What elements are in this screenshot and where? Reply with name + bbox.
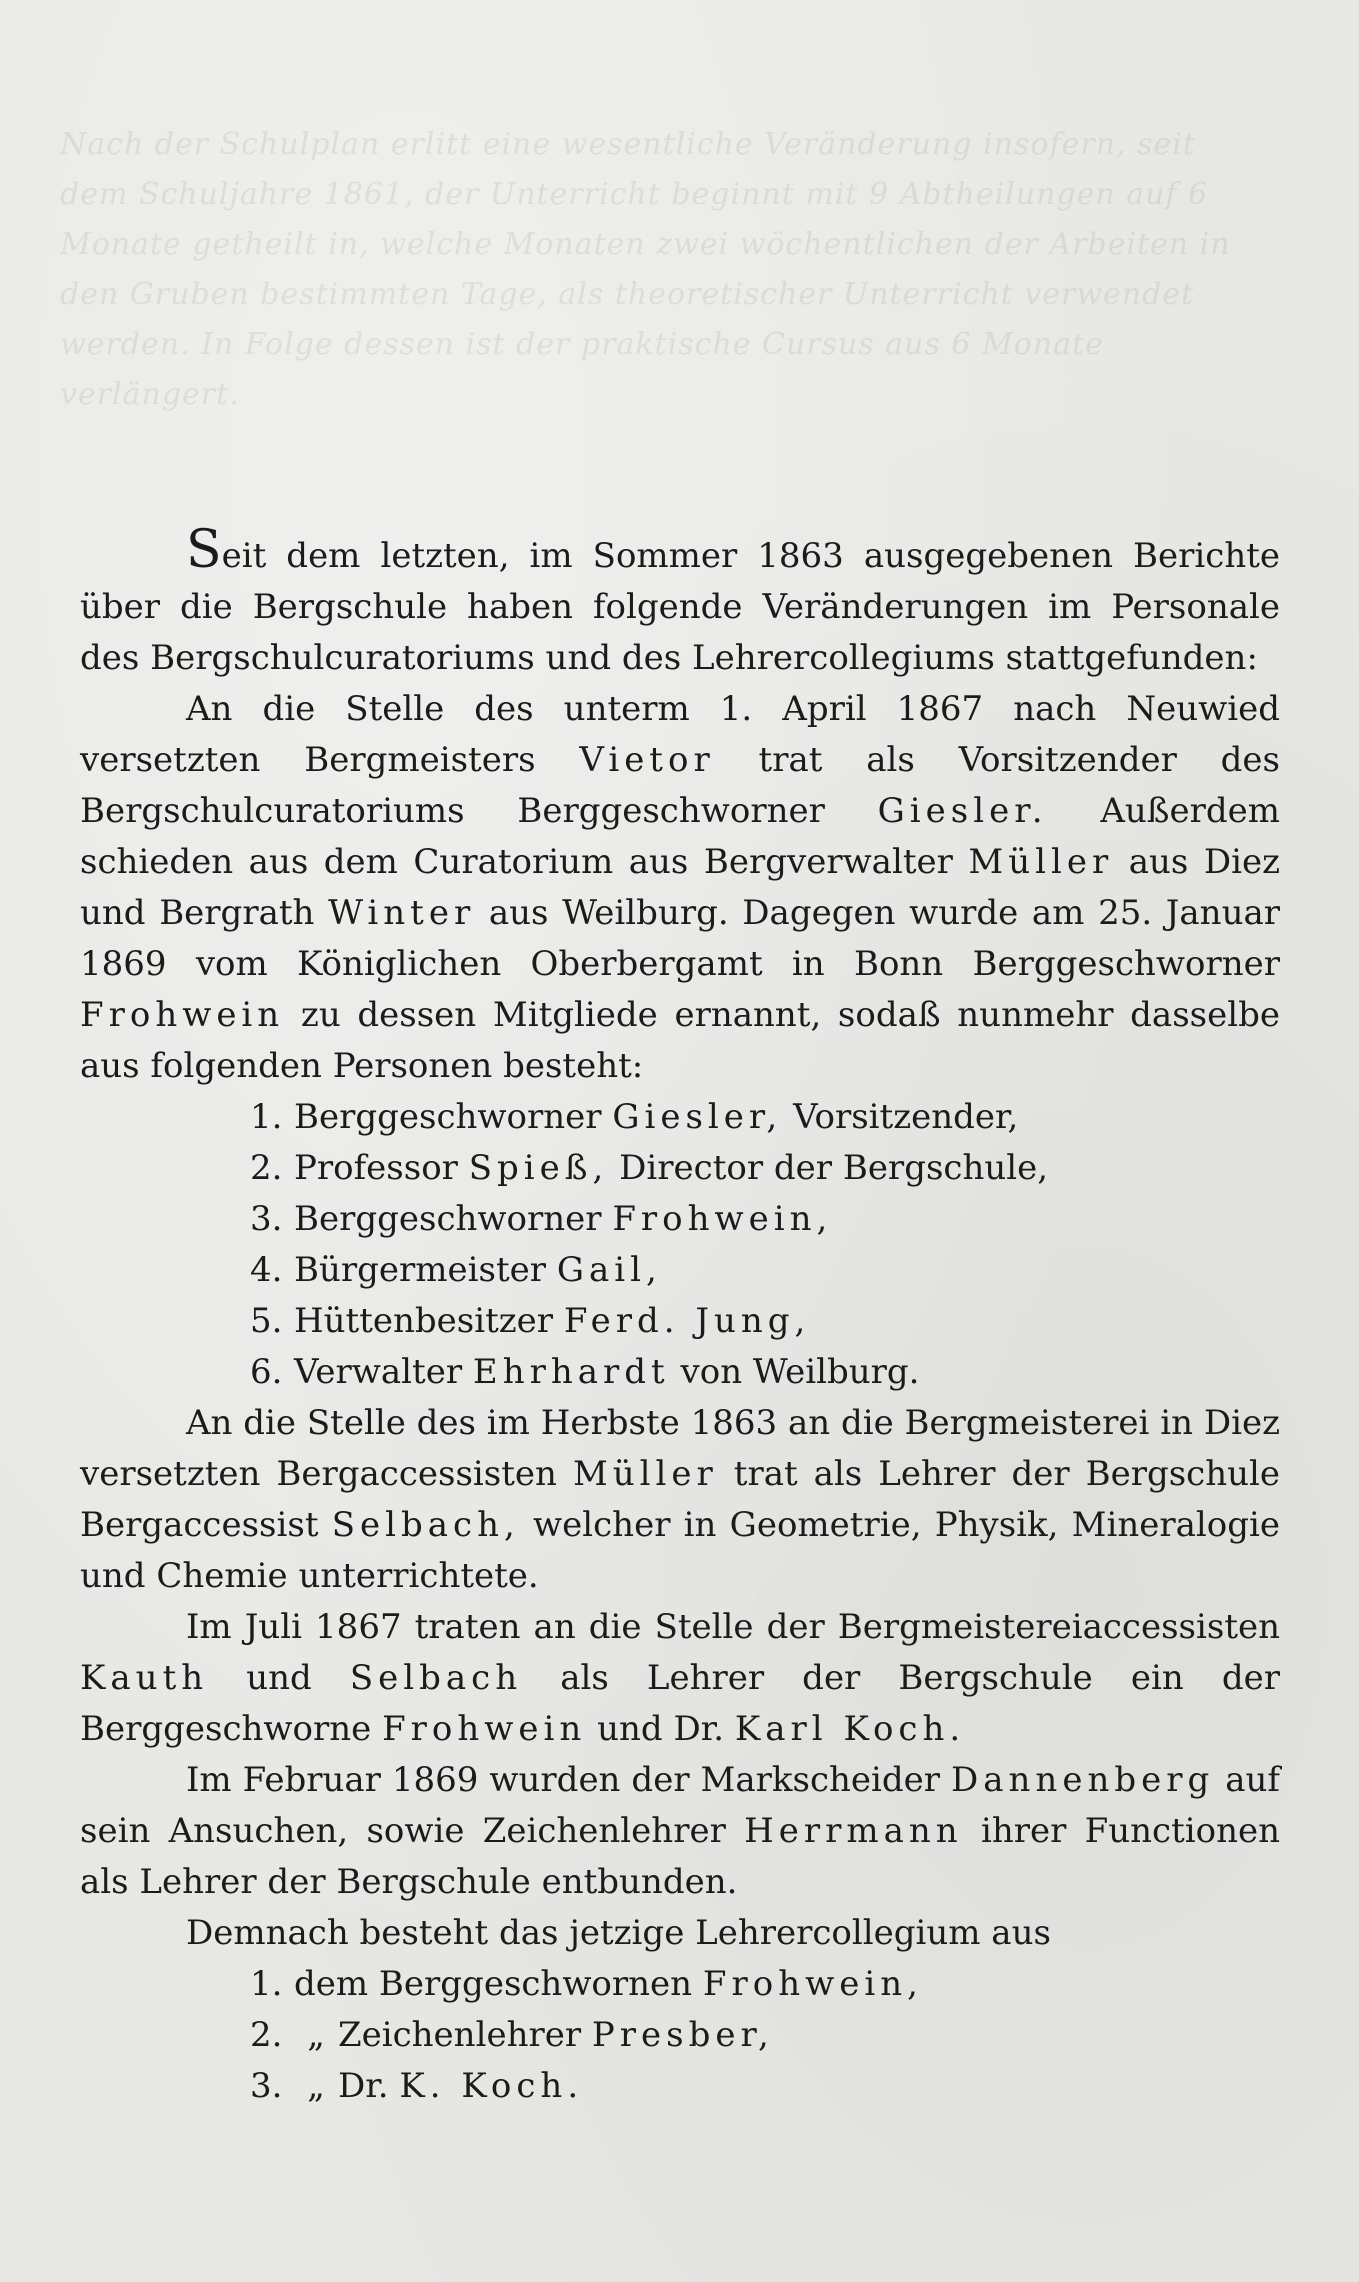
item-number: 5.: [250, 1301, 283, 1341]
item-role: Professor: [294, 1148, 458, 1188]
text-run: auf sein Ansuchen, sowie Zeichenlehrer: [80, 1760, 1280, 1851]
bleed-through-text: [60, 120, 1300, 420]
person-name: Spieß,: [468, 1148, 609, 1188]
person-name: Presber,: [591, 2015, 774, 2055]
list-item: [250, 1092, 1280, 1143]
list-item: [250, 1347, 1280, 1398]
item-note: Director der Bergschule,: [619, 1148, 1049, 1188]
paragraph-mueller: [80, 1398, 1280, 1602]
text-run: als Lehrer der Bergschule ein der Berggeschworne: [80, 1658, 1280, 1749]
text-run: Außerdem schieden aus dem Curatorium aus Bergverwalter: [80, 791, 1280, 882]
person-name: Ferd. Jung,: [563, 1301, 811, 1341]
text-run: Im Juli 1867 traten an die Stelle der Bergmeistereiaccessisten: [186, 1607, 1280, 1647]
item-number: 1.: [250, 1097, 283, 1137]
item-role: Hüttenbesitzer: [294, 1301, 554, 1341]
paragraph-february-1869: [80, 1755, 1280, 1908]
item-role: Dr.: [338, 2066, 389, 2106]
item-role: dem Berggeschwornen: [294, 1964, 693, 2004]
person-name: Giesler,: [612, 1097, 783, 1137]
text-run: An die Stelle des im Herbste 1863 an die Bergmeisterei in Diez versetzten Bergaccessisten: [80, 1403, 1280, 1494]
bleed-line: verlängert.: [60, 377, 240, 412]
item-number: 3.: [250, 1199, 283, 1239]
bleed-line: Monate getheilt in, welche Monaten zwei wöchentlichen der Arbeiten in: [60, 227, 1231, 262]
ditto-mark: „: [307, 2015, 325, 2055]
paragraph-july-1867: [80, 1602, 1280, 1755]
person-name: Karl Koch.: [734, 1709, 966, 1749]
paragraph-text: eit dem letzten, im Sommer 1863 ausgegebenen Berichte über die Bergschule haben folgende Veränderungen im Personale des Bergschulcuratoriums und des Lehrercollegiums stattgefunden:: [80, 536, 1280, 678]
list-item: [250, 1959, 1280, 2010]
text-run: trat als Vorsitzender des Bergschulcuratoriums Berggeschworner: [80, 740, 1280, 831]
bleed-line: werden. In Folge dessen ist der praktische Cursus aus 6 Monate: [60, 327, 1104, 362]
text-run: aus Weilburg. Dagegen wurde am 25. Januar 1869 vom Königlichen Oberbergamt in Bonn Berggeschworner: [80, 893, 1280, 984]
bleed-line: dem Schuljahre 1861, der Unterricht beginnt mit 9 Abtheilungen auf 6: [60, 177, 1209, 212]
person-name: K. Koch.: [399, 2066, 584, 2106]
item-number: 2.: [250, 2015, 283, 2055]
item-number: 4.: [250, 1250, 283, 1290]
person-name: Kauth: [80, 1658, 209, 1698]
curatorium-member-list: [80, 1092, 1280, 1398]
person-name: Giesler.: [877, 791, 1048, 831]
list-item: [250, 2010, 1280, 2061]
person-name: Selbach,: [331, 1505, 520, 1545]
text-run: welcher in Geometrie, Physik, Mineralogie und Chemie unterrichtete.: [80, 1505, 1281, 1596]
list-item: [250, 1143, 1280, 1194]
item-role: Verwalter: [294, 1352, 463, 1392]
paragraph-curatorium: [80, 684, 1280, 1092]
text-run: An die Stelle des unterm 1. April 1867 nach Neuwied versetzten Bergmeisters: [80, 689, 1280, 780]
text-run: aus Diez und Bergrath: [80, 842, 1281, 933]
bleed-line: den Gruben bestimmten Tage, als theoretischer Unterricht verwendet: [60, 277, 1195, 312]
text-run: trat als Lehrer der Bergschule Bergaccessist: [80, 1454, 1281, 1545]
person-name: Dannenberg: [951, 1760, 1215, 1800]
person-name: Müller: [572, 1454, 718, 1494]
item-number: 6.: [250, 1352, 283, 1392]
text-run: zu dessen Mitgliede ernannt, sodaß nunmehr dasselbe aus folgenden Personen besteht:: [80, 995, 1280, 1086]
text-run: und: [246, 1658, 312, 1698]
list-item: [250, 1194, 1280, 1245]
person-name: Frohwein: [382, 1709, 587, 1749]
person-name: Frohwein,: [612, 1199, 833, 1239]
drop-cap: S: [186, 520, 222, 580]
person-name: Gail,: [556, 1250, 662, 1290]
person-name: Herrmann: [744, 1811, 963, 1851]
item-role: Bürgermeister: [294, 1250, 546, 1290]
person-name: Müller: [968, 842, 1114, 882]
paragraph-intro: [80, 520, 1280, 684]
item-note: von Weilburg.: [680, 1352, 920, 1392]
item-role: Berggeschworner: [294, 1097, 602, 1137]
ditto-mark: „: [307, 2066, 325, 2106]
text-run: und Dr.: [597, 1709, 725, 1749]
item-number: 2.: [250, 1148, 283, 1188]
text-run: Demnach besteht das jetzige Lehrercollegium aus: [186, 1913, 1051, 1953]
body-text: [80, 520, 1281, 2112]
text-run: Im Februar 1869 wurden der Markscheider: [186, 1760, 941, 1800]
person-name: Ehrhardt: [472, 1352, 670, 1392]
person-name: Frohwein: [80, 995, 285, 1035]
list-item: [250, 1245, 1280, 1296]
bleed-line: Nach der Schulplan erlitt eine wesentliche Veränderung insofern, seit: [60, 127, 1196, 162]
teacher-list: [80, 1959, 1280, 2112]
person-name: Frohwein,: [702, 1964, 923, 2004]
item-note: Vorsitzender,: [793, 1097, 1019, 1137]
item-number: 3.: [250, 2066, 283, 2106]
list-item: [250, 2061, 1280, 2112]
text-run: ihrer Functionen als Lehrer der Bergschule entbunden.: [80, 1811, 1281, 1902]
item-role: Berggeschworner: [294, 1199, 602, 1239]
person-name: Vietor: [579, 740, 715, 780]
item-number: 1.: [250, 1964, 283, 2004]
item-role: Zeichenlehrer: [338, 2015, 582, 2055]
list-item: [250, 1296, 1280, 1347]
paragraph-collegium: [80, 1908, 1280, 1959]
person-name: Selbach: [349, 1658, 523, 1698]
person-name: Winter: [328, 893, 476, 933]
